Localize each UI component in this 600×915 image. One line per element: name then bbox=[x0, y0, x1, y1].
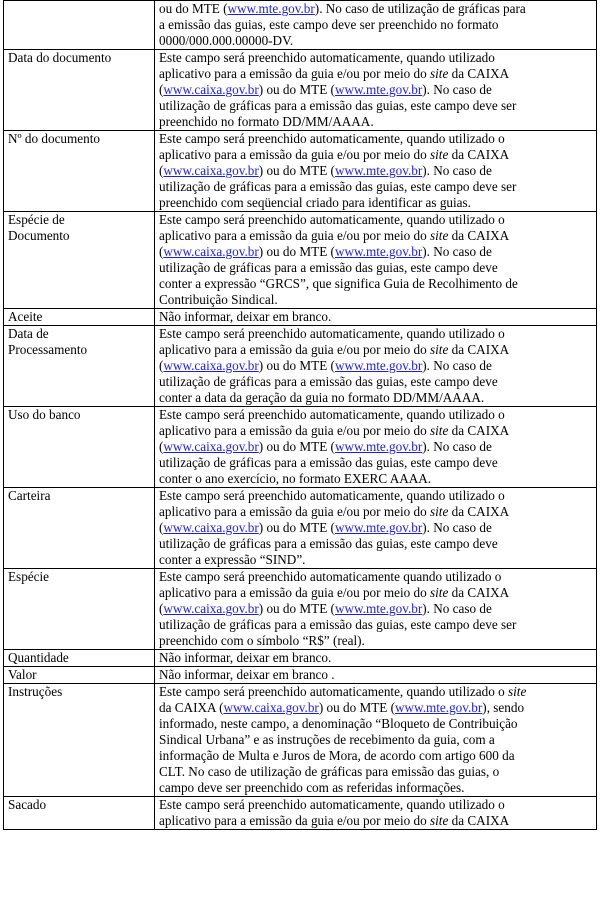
description-line bbox=[159, 504, 593, 520]
table-row bbox=[4, 797, 597, 830]
text-run: ( bbox=[159, 520, 164, 535]
field-name-data-de-processamento bbox=[4, 326, 155, 407]
field-description bbox=[155, 407, 597, 488]
text-run: da CAIXA bbox=[448, 504, 510, 519]
text-run: Não informar, deixar em branco . bbox=[159, 667, 335, 682]
italic-word: site bbox=[430, 66, 449, 81]
description-line bbox=[159, 667, 593, 683]
table-row bbox=[4, 407, 597, 488]
description-line bbox=[159, 797, 593, 813]
text-run: a emissão das guias, este campo deve ser preenchido no formato bbox=[159, 17, 499, 32]
description-line bbox=[159, 585, 593, 601]
field-name-especie-de-documento bbox=[4, 212, 155, 309]
text-run: informação de Multa e Juros de Mora, de acordo com artigo 600 da bbox=[159, 748, 515, 763]
description-line bbox=[159, 471, 593, 487]
text-run: ). No caso de bbox=[422, 82, 492, 97]
text-run: da CAIXA bbox=[448, 228, 510, 243]
table-row bbox=[4, 684, 597, 797]
text-run: ). No caso de bbox=[422, 358, 492, 373]
text-run: 0000/000.000.00000-DV. bbox=[159, 33, 294, 48]
text-run: preenchido com seqüencial criado para identificar as guias. bbox=[159, 195, 471, 210]
field-name-instrucoes bbox=[4, 684, 155, 797]
text-run: preenchido com o símbolo “R$” (real). bbox=[159, 633, 365, 648]
text-run: da CAIXA bbox=[448, 66, 510, 81]
description-line bbox=[159, 569, 593, 585]
field-name-aceite bbox=[4, 309, 155, 326]
field-name-line: Data do documento bbox=[8, 50, 112, 65]
table-row bbox=[4, 667, 597, 684]
text-run: Este campo será preenchido automaticamente quando utilizado o bbox=[159, 569, 502, 584]
url-link[interactable]: www.caixa.gov.br bbox=[163, 520, 259, 535]
italic-word: site bbox=[430, 504, 449, 519]
description-line bbox=[159, 1, 593, 17]
url-link[interactable]: www.mte.gov.br bbox=[334, 163, 423, 178]
text-run: aplicativo para a emissão da guia e/ou por meio do bbox=[159, 813, 430, 828]
text-run: ) ou do MTE ( bbox=[258, 520, 335, 535]
text-run: campo deve ser preenchido com as referidas informações. bbox=[159, 780, 465, 795]
field-description bbox=[155, 326, 597, 407]
italic-word: site bbox=[430, 147, 449, 162]
description-line bbox=[159, 244, 593, 260]
table-row bbox=[4, 569, 597, 650]
url-link[interactable]: www.mte.gov.br bbox=[334, 520, 423, 535]
field-description bbox=[155, 488, 597, 569]
description-line bbox=[159, 195, 593, 211]
text-run: ). No caso de bbox=[422, 601, 492, 616]
description-line bbox=[159, 780, 593, 796]
text-run: aplicativo para a emissão da guia e/ou por meio do bbox=[159, 342, 430, 357]
field-name-line: Quantidade bbox=[8, 650, 69, 665]
text-run: da CAIXA bbox=[448, 813, 510, 828]
url-link[interactable]: www.caixa.gov.br bbox=[163, 163, 259, 178]
text-run: ). No caso de bbox=[422, 520, 492, 535]
text-run: informado, neste campo, a denominação “Bloqueto de Contribuição bbox=[159, 716, 518, 731]
text-run: da CAIXA bbox=[448, 423, 510, 438]
url-link[interactable]: www.mte.gov.br bbox=[334, 358, 423, 373]
description-line bbox=[159, 50, 593, 66]
description-line bbox=[159, 326, 593, 342]
url-link[interactable]: www.caixa.gov.br bbox=[163, 439, 259, 454]
description-line bbox=[159, 716, 593, 732]
text-run: ) ou do MTE ( bbox=[258, 358, 335, 373]
field-name-line: Aceite bbox=[8, 309, 43, 324]
table-row bbox=[4, 50, 597, 131]
description-line bbox=[159, 131, 593, 147]
description-line bbox=[159, 439, 593, 455]
field-name-line: Carteira bbox=[8, 488, 51, 503]
url-link[interactable]: www.mte.gov.br bbox=[334, 439, 423, 454]
text-run: ( bbox=[159, 163, 164, 178]
description-line bbox=[159, 407, 593, 423]
field-name-line: Instruções bbox=[8, 684, 63, 699]
description-line bbox=[159, 552, 593, 568]
text-run: utilização de gráficas para a emissão das guias, este campo deve ser bbox=[159, 617, 517, 632]
text-run: da CAIXA bbox=[448, 147, 510, 162]
table-row bbox=[4, 326, 597, 407]
field-description bbox=[155, 212, 597, 309]
field-description bbox=[155, 797, 597, 830]
text-run: ( bbox=[159, 601, 164, 616]
text-run: ) ou do MTE ( bbox=[318, 700, 395, 715]
text-run: Este campo será preenchido automaticamente, quando utilizado bbox=[159, 50, 495, 65]
field-name-data-do-documento bbox=[4, 50, 155, 131]
description-line bbox=[159, 374, 593, 390]
description-line bbox=[159, 633, 593, 649]
field-name-carteira bbox=[4, 488, 155, 569]
text-run: da CAIXA bbox=[448, 342, 510, 357]
table-row bbox=[4, 309, 597, 326]
field-name-line: Valor bbox=[8, 667, 37, 682]
description-line bbox=[159, 309, 593, 325]
italic-word: site bbox=[430, 813, 449, 828]
text-run: Este campo será preenchido automaticamente, quando utilizado o bbox=[159, 684, 508, 699]
field-name-sacado bbox=[4, 797, 155, 830]
field-name-line: Nº do documento bbox=[8, 131, 100, 146]
text-run: utilização de gráficas para a emissão das guias, este campo deve ser bbox=[159, 179, 517, 194]
text-run: da CAIXA ( bbox=[159, 700, 224, 715]
description-line bbox=[159, 700, 593, 716]
description-line bbox=[159, 276, 593, 292]
description-line bbox=[159, 33, 593, 49]
text-run: aplicativo para a emissão da guia e/ou por meio do bbox=[159, 423, 430, 438]
field-name-line: Uso do banco bbox=[8, 407, 81, 422]
field-description bbox=[155, 684, 597, 797]
description-line bbox=[159, 17, 593, 33]
description-line bbox=[159, 488, 593, 504]
text-run: Este campo será preenchido automaticamente, quando utilizado o bbox=[159, 212, 505, 227]
text-run: aplicativo para a emissão da guia e/ou por meio do bbox=[159, 585, 430, 600]
text-run: conter o ano exercício, no formato EXERC AAAA. bbox=[159, 471, 432, 486]
url-link[interactable]: www.caixa.gov.br bbox=[223, 700, 319, 715]
description-line bbox=[159, 684, 593, 700]
text-run: Não informar, deixar em branco. bbox=[159, 650, 332, 665]
text-run: ). No caso de bbox=[422, 439, 492, 454]
field-description bbox=[155, 309, 597, 326]
url-link[interactable]: www.mte.gov.br bbox=[395, 700, 483, 715]
description-line bbox=[159, 342, 593, 358]
table-row bbox=[4, 212, 597, 309]
description-line bbox=[159, 147, 593, 163]
text-run: ). No caso de bbox=[422, 244, 492, 259]
text-run: utilização de gráficas para a emissão das guias, este campo deve bbox=[159, 374, 498, 389]
italic-word: site bbox=[430, 423, 449, 438]
field-description bbox=[155, 131, 597, 212]
field-name-n-do-documento bbox=[4, 131, 155, 212]
description-line bbox=[159, 260, 593, 276]
field-name-uso-do-banco bbox=[4, 407, 155, 488]
table-row bbox=[4, 488, 597, 569]
text-run: utilização de gráficas para a emissão das guias, este campo deve bbox=[159, 455, 498, 470]
description-line bbox=[159, 179, 593, 195]
text-run: ( bbox=[159, 358, 164, 373]
text-run: ). No caso de utilização de gráficas para bbox=[314, 1, 526, 16]
description-line bbox=[159, 650, 593, 666]
description-line bbox=[159, 455, 593, 471]
text-run: Não informar, deixar em branco. bbox=[159, 309, 332, 324]
description-line bbox=[159, 390, 593, 406]
field-name-line: Espécie de bbox=[8, 212, 65, 227]
italic-word: site bbox=[430, 585, 449, 600]
text-run: ) ou do MTE ( bbox=[258, 439, 335, 454]
field-name-line: Processamento bbox=[8, 342, 88, 357]
text-run: aplicativo para a emissão da guia e/ou por meio do bbox=[159, 66, 430, 81]
description-line bbox=[159, 163, 593, 179]
text-run: utilização de gráficas para a emissão das guias, este campo deve bbox=[159, 260, 498, 275]
field-name-quantidade bbox=[4, 650, 155, 667]
description-line bbox=[159, 601, 593, 617]
text-run: Contribuição Sindical. bbox=[159, 292, 278, 307]
field-description bbox=[155, 50, 597, 131]
url-link[interactable]: www.mte.gov.br bbox=[227, 1, 315, 16]
description-line bbox=[159, 423, 593, 439]
text-run: ) ou do MTE ( bbox=[258, 82, 335, 97]
text-run: aplicativo para a emissão da guia e/ou por meio do bbox=[159, 504, 430, 519]
description-line bbox=[159, 358, 593, 374]
document-page bbox=[3, 0, 597, 830]
text-run: da CAIXA bbox=[448, 585, 510, 600]
field-description bbox=[155, 667, 597, 684]
description-line bbox=[159, 813, 593, 829]
text-run: conter a data da geração da guia no formato DD/MM/AAAA. bbox=[159, 390, 485, 405]
text-run: ) ou do MTE ( bbox=[258, 601, 335, 616]
description-line bbox=[159, 520, 593, 536]
field-name-line: Data de bbox=[8, 326, 49, 341]
text-run: CLT. No caso de utilização de gráficas para emissão das guias, o bbox=[159, 764, 500, 779]
description-line bbox=[159, 732, 593, 748]
field-name-line: Documento bbox=[8, 228, 70, 243]
url-link[interactable]: www.mte.gov.br bbox=[334, 82, 423, 97]
text-run: utilização de gráficas para a emissão das guias, este campo deve ser bbox=[159, 98, 517, 113]
field-name-valor bbox=[4, 667, 155, 684]
text-run: ( bbox=[159, 244, 164, 259]
text-run: conter a expressão “GRCS”, que significa Guia de Recolhimento de bbox=[159, 276, 518, 291]
text-run: utilização de gráficas para a emissão das guias, este campo deve bbox=[159, 536, 498, 551]
text-run: Este campo será preenchido automaticamente, quando utilizado o bbox=[159, 326, 505, 341]
description-line bbox=[159, 617, 593, 633]
url-link[interactable]: www.mte.gov.br bbox=[334, 244, 423, 259]
text-run: ( bbox=[159, 82, 164, 97]
url-link[interactable]: www.caixa.gov.br bbox=[163, 601, 259, 616]
text-run: aplicativo para a emissão da guia e/ou por meio do bbox=[159, 228, 430, 243]
description-line bbox=[159, 536, 593, 552]
italic-word: site bbox=[430, 228, 449, 243]
text-run: Este campo será preenchido automaticamente, quando utilizado o bbox=[159, 488, 505, 503]
field-description bbox=[155, 650, 597, 667]
field-name-line: Sacado bbox=[8, 797, 47, 812]
text-run: ), sendo bbox=[482, 700, 525, 715]
url-link[interactable]: www.caixa.gov.br bbox=[163, 358, 259, 373]
text-run: Este campo será preenchido automaticamente, quando utilizado o bbox=[159, 131, 505, 146]
text-run: ) ou do MTE ( bbox=[258, 163, 335, 178]
description-line bbox=[159, 764, 593, 780]
url-link[interactable]: www.caixa.gov.br bbox=[163, 244, 259, 259]
description-line bbox=[159, 292, 593, 308]
field-description bbox=[155, 569, 597, 650]
description-line bbox=[159, 114, 593, 130]
table-row bbox=[4, 131, 597, 212]
field-description-table bbox=[3, 0, 597, 830]
table-row bbox=[4, 1, 597, 50]
text-run: Sindical Urbana” e as instruções de recebimento da guia, com a bbox=[159, 732, 495, 747]
table-row bbox=[4, 650, 597, 667]
text-run: ou do MTE ( bbox=[159, 1, 228, 16]
field-name-continued bbox=[4, 1, 155, 50]
description-line bbox=[159, 66, 593, 82]
description-line bbox=[159, 82, 593, 98]
description-line bbox=[159, 748, 593, 764]
italic-word: site bbox=[430, 342, 449, 357]
url-link[interactable]: www.caixa.gov.br bbox=[163, 82, 259, 97]
text-run: ( bbox=[159, 439, 164, 454]
description-line bbox=[159, 212, 593, 228]
text-run: ). No caso de bbox=[422, 163, 492, 178]
text-run: Este campo será preenchido automaticamente, quando utilizado o bbox=[159, 407, 505, 422]
description-line bbox=[159, 228, 593, 244]
field-name-line: Espécie bbox=[8, 569, 50, 584]
text-run: ) ou do MTE ( bbox=[258, 244, 335, 259]
text-run: aplicativo para a emissão da guia e/ou por meio do bbox=[159, 147, 430, 162]
text-run: preenchido no formato DD/MM/AAAA. bbox=[159, 114, 374, 129]
field-name-especie bbox=[4, 569, 155, 650]
italic-word: site bbox=[507, 684, 527, 699]
url-link[interactable]: www.mte.gov.br bbox=[334, 601, 423, 616]
text-run: Este campo será preenchido automaticamente, quando utilizado o bbox=[159, 797, 505, 812]
text-run: conter a expressão “SIND”. bbox=[159, 552, 306, 567]
field-description bbox=[155, 1, 597, 50]
description-line bbox=[159, 98, 593, 114]
